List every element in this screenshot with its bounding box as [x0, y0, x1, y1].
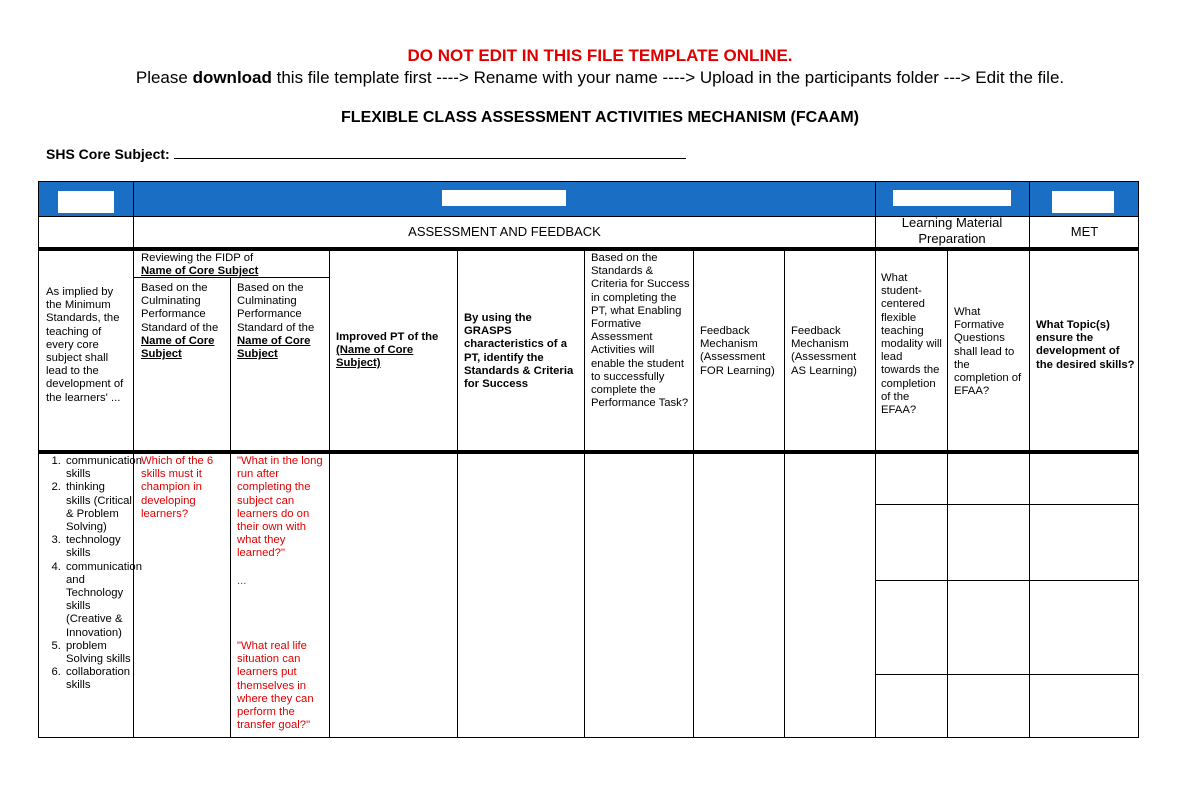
subject-blank-line: [174, 146, 686, 159]
culminating-a-text: Based on the Culminating Performance Standard of the: [141, 282, 219, 334]
col-divider: [875, 181, 876, 738]
col-header-formative-questions: What Formative Questions shall lead to the completion of EFAA?: [954, 306, 1022, 398]
col-header-efaa: Based on the Standards & Criteria for Success in completing the PT, what Enabling Formative Assessment Activities will enable the student to successfully complete the Performance Task?: [591, 252, 690, 410]
row-divider: [875, 674, 1139, 675]
improved-pt-text: Improved PT of the: [336, 331, 439, 343]
col-header-feedback-for: Feedback Mechanism (Assessment FOR Learning): [700, 325, 775, 377]
list-item: 2. thinking skills (Critical & Problem Solving): [64, 481, 132, 534]
improved-pt-subject: (Name of Core Subject): [336, 344, 414, 370]
section-assessment-feedback: ASSESSMENT AND FEEDBACK: [408, 224, 601, 239]
col-divider: [947, 249, 948, 738]
guide-question-long-run: "What in the long run after completing the subject can learners do on their own with what they learned?": [237, 455, 323, 560]
col-header-culminating-b: [237, 282, 326, 361]
culminating-b-subject: Name of Core Subject: [237, 334, 311, 361]
col-divider: [457, 249, 458, 738]
fidp-subject: Name of Core Subject: [141, 265, 259, 278]
col-divider: [230, 277, 231, 738]
section-learning-material: Learning Material Preparation: [901, 215, 1003, 246]
skills-ol: [42, 455, 142, 693]
guide-question-real-life: "What real life situation can learners put themselves in where they can perform the transfer goal?": [237, 640, 314, 732]
warning-notice: DO NOT EDIT IN THIS FILE TEMPLATE ONLINE.: [407, 46, 793, 65]
thick-divider: [38, 450, 1139, 454]
list-item: 3. technology skills: [64, 534, 132, 560]
thick-divider: [38, 247, 1139, 251]
col-header-topics: What Topic(s) ensure the development of the desired skills?: [1036, 319, 1135, 371]
col-divider: [329, 249, 330, 738]
col-header-minimum-standards: As implied by the Minimum Standards, the teaching of every core subject shall lead to the development of the learners' ...: [46, 286, 124, 404]
skills-list: [42, 455, 142, 693]
instruction-bold: download: [192, 68, 272, 87]
culminating-a-subject: Name of Core Subject: [141, 334, 215, 361]
row-divider: [875, 504, 1139, 505]
list-item: 4. communication and Technology skills (Creative & Innovation): [64, 561, 132, 640]
list-item: 6. collaboration skills: [64, 666, 132, 692]
guide-question-skills: Which of the 6 skills must it champion in developing learners?: [141, 455, 214, 520]
col-header-improved-pt: [336, 331, 454, 371]
guide-ellipsis: ...: [237, 575, 247, 587]
row-divider: [875, 580, 1139, 581]
subject-field: [46, 146, 686, 162]
fidp-line: Reviewing the FIDP of: [141, 252, 254, 264]
col-divider: [784, 249, 785, 738]
list-item: 1. communication skills: [64, 455, 132, 481]
page-title: FLEXIBLE CLASS ASSESSMENT ACTIVITIES MECHANISM (FCAAM): [341, 109, 859, 126]
col-divider: [693, 249, 694, 738]
list-item: 5. problem Solving skills: [64, 640, 132, 666]
instruction-rest: this file template first ----> Rename with your name ----> Upload in the participants folder ---> Edit the file.: [271, 68, 1065, 87]
culminating-b-text: Based on the Culminating Performance Standard of the: [237, 282, 315, 334]
col-header-teaching-modality: What student-centered flexible teaching modality will lead towards the completion of the EFAA?: [881, 272, 942, 417]
fcaam-table: [38, 181, 1139, 738]
col-header-fidp-group: [141, 252, 327, 278]
col-header-culminating-a: [141, 282, 227, 361]
col-divider: [1029, 181, 1030, 738]
subject-label: SHS Core Subject:: [46, 146, 170, 162]
instruction-notice: [0, 68, 1200, 88]
col-header-grasps: By using the GRASPS characteristics of a PT, identify the Standards & Criteria for Success: [464, 312, 574, 391]
col-divider: [584, 249, 585, 738]
instruction-prefix: Please: [135, 68, 193, 87]
col-header-feedback-as: Feedback Mechanism (Assessment AS Learning): [791, 325, 857, 377]
section-met: MET: [1070, 224, 1099, 239]
